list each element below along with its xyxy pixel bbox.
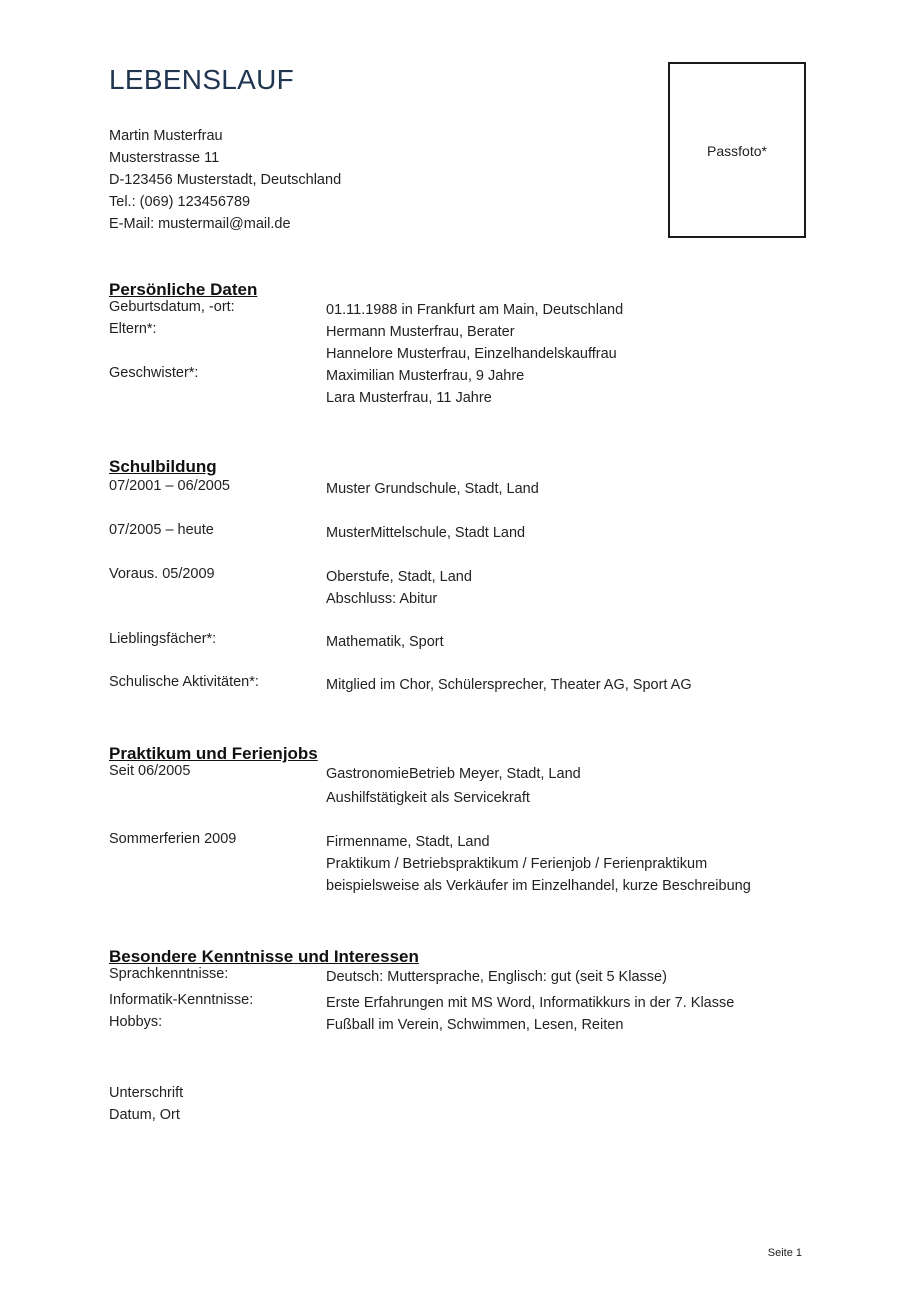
row-value: [326, 631, 444, 653]
section-heading: Praktikum und Ferienjobs: [109, 744, 318, 763]
passport-photo-placeholder: [668, 62, 806, 238]
cv-row: [109, 674, 809, 696]
cv-row: [109, 966, 809, 992]
row-value-line: Abschluss: Abitur: [326, 591, 438, 607]
contact-phone: Tel.: (069) 123456789: [109, 194, 251, 210]
cv-row: [109, 631, 809, 674]
row-value: [326, 763, 581, 809]
row-label: Sprachkenntnisse:: [109, 966, 229, 982]
contact-city: D-123456 Musterstadt, Deutschland: [109, 172, 342, 188]
section-personal-data: [109, 279, 809, 411]
row-value-line: MusterMittelschule, Stadt Land: [326, 525, 526, 541]
contact-email: E-Mail: mustermail@mail.de: [109, 216, 291, 232]
section-skills: [109, 946, 809, 1038]
row-value-line: Maximilian Musterfrau, 9 Jahre: [326, 368, 525, 384]
row-label: Informatik-Kenntnisse:: [109, 992, 254, 1008]
row-value-line: Mathematik, Sport: [326, 634, 444, 650]
row-value: [326, 522, 525, 544]
section-heading: Besondere Kenntnisse und Interessen: [109, 947, 419, 966]
row-label: Sommerferien 2009: [109, 831, 237, 847]
cv-row: [109, 478, 809, 522]
row-value-line: Praktikum / Betriebspraktikum / Ferienjob / Ferienpraktikum: [326, 856, 708, 872]
cv-row: [109, 763, 809, 831]
row-value-line: Muster Grundschule, Stadt, Land: [326, 481, 539, 497]
row-label: Voraus. 05/2009: [109, 566, 215, 582]
row-value: [326, 566, 472, 610]
contact-name: Martin Musterfrau: [109, 128, 223, 144]
row-value-line: 01.11.1988 in Frankfurt am Main, Deutschland: [326, 302, 624, 318]
row-value: [326, 321, 617, 365]
row-label: Eltern*:: [109, 321, 157, 337]
cv-row: [109, 321, 809, 365]
cv-row: [109, 566, 809, 631]
row-value-line: Aushilfstätigkeit als Servicekraft: [326, 790, 530, 806]
contact-street: Musterstrasse 11: [109, 150, 220, 166]
row-label: Hobbys:: [109, 1014, 163, 1030]
row-label: Geburtsdatum, -ort:: [109, 299, 235, 315]
row-value-line: Lara Musterfrau, 11 Jahre: [326, 390, 492, 406]
date-place-label: Datum, Ort: [109, 1107, 180, 1123]
row-value-line: Hermann Musterfrau, Berater: [326, 324, 515, 340]
row-value-line: Oberstufe, Stadt, Land: [326, 569, 472, 585]
row-value-line: beispielsweise als Verkäufer im Einzelhandel, kurze Beschreibung: [326, 878, 751, 894]
row-label: Seit 06/2005: [109, 763, 191, 779]
signature-label: Unterschrift: [109, 1085, 184, 1101]
row-value: [326, 1014, 623, 1036]
cv-row: [109, 522, 809, 566]
contact-block: [109, 125, 341, 235]
row-label: Lieblingsfächer*:: [109, 631, 217, 647]
cv-row: [109, 992, 809, 1014]
cv-row: [109, 299, 809, 321]
row-value-line: Erste Erfahrungen mit MS Word, Informatikkurs in der 7. Klasse: [326, 995, 735, 1011]
row-label: 07/2005 – heute: [109, 522, 214, 538]
row-value-line: Deutsch: Muttersprache, Englisch: gut (seit 5 Klasse): [326, 969, 667, 985]
row-value-line: Firmenname, Stadt, Land: [326, 834, 490, 850]
row-value-line: Mitglied im Chor, Schülersprecher, Theater AG, Sport AG: [326, 677, 692, 693]
section-internship: [109, 743, 809, 899]
row-value: [326, 966, 667, 988]
row-value-line: Fußball im Verein, Schwimmen, Lesen, Reiten: [326, 1017, 624, 1033]
section-school: [109, 456, 809, 696]
page-number: Seite 1: [767, 1247, 802, 1259]
row-value: [326, 365, 524, 409]
cv-row: [109, 1014, 809, 1036]
signature-block: [109, 1082, 183, 1126]
row-value: [326, 674, 692, 696]
section-heading: Schulbildung: [109, 457, 217, 476]
row-label: 07/2001 – 06/2005: [109, 478, 230, 494]
row-label: Geschwister*:: [109, 365, 199, 381]
row-value-line: Hannelore Musterfrau, Einzelhandelskauffrau: [326, 346, 617, 362]
photo-label: Passfoto*: [707, 143, 767, 159]
row-value-line: GastronomieBetrieb Meyer, Stadt, Land: [326, 766, 581, 782]
row-label: Schulische Aktivitäten*:: [109, 674, 259, 690]
section-heading: Persönliche Daten: [109, 280, 258, 299]
row-value: [326, 478, 539, 500]
cv-row: [109, 365, 809, 409]
row-value: [326, 299, 623, 321]
cv-row: [109, 831, 809, 897]
row-value: [326, 831, 751, 897]
row-value: [326, 992, 734, 1014]
document-title: LEBENSLAUF: [109, 64, 295, 95]
